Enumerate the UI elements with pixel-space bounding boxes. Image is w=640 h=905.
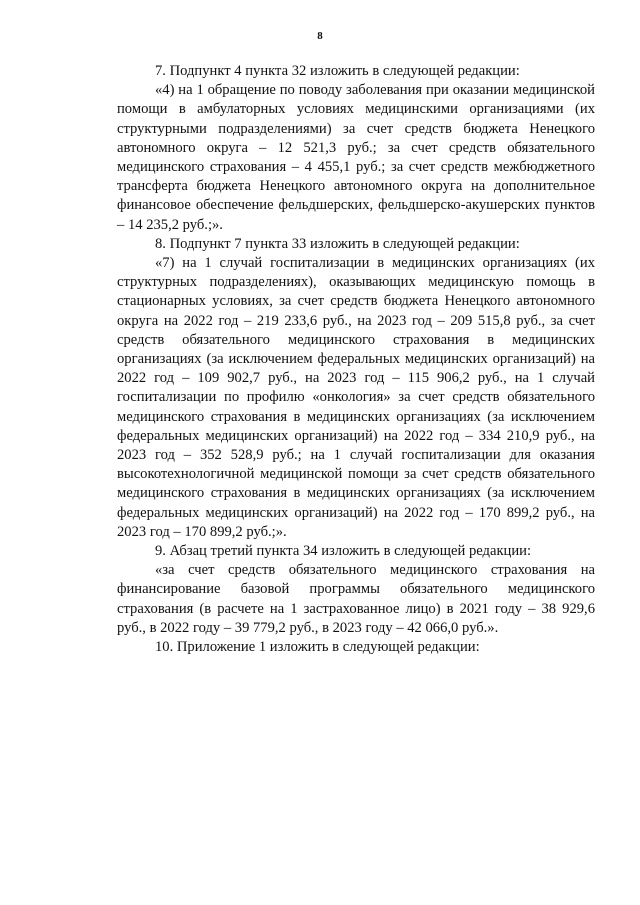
amendment-text-subitem-4: «4) на 1 обращение по поводу заболевания при оказании медицинской помощи в амбулаторных условиях медицинскими организациями (их структурными подразделениями) за счет средств бюджета Ненецкого автономного округа – 12 521,3 руб.; за счет средств обязательного медицинского страхования – 4 455,1 руб.; за счет средств межбюджетного трансферта бюджета Ненецкого автономного округа на дополнительное финансовое обеспечение фельдшерских, фельдшерско-акушерских пунктов – 14 235,2 руб.;». <box>117 82 595 233</box>
amendment-heading-8: 8. Подпункт 7 пункта 33 изложить в следующей редакции: <box>155 235 520 252</box>
document-body <box>117 62 595 657</box>
page-number: 8 <box>317 30 323 42</box>
amendment-text-paragraph-3: «за счет средств обязательного медицинского страхования на финансирование базовой программы обязательного медицинского страхования (в расчете на 1 застрахованное лицо) в 2021 году – 38 929,6 руб., в 2022 году – 39 779,2 руб., в 2023 году – 42 066,0 руб.». <box>117 562 595 636</box>
amendment-heading-9: 9. Абзац третий пункта 34 изложить в следующей редакции: <box>155 543 532 560</box>
amendment-heading-7: 7. Подпункт 4 пункта 32 изложить в следующей редакции: <box>155 63 520 79</box>
amendment-heading-10: 10. Приложение 1 изложить в следующей редакции: <box>155 639 480 656</box>
amendment-text-subitem-7: «7) на 1 случай госпитализации в медицинских организациях (их структурных подразделениях), оказывающих медицинскую помощь в стационарных условиях, за счет средств бюджета Ненецкого автономного округа на 2022 год – 219 233,6 руб., на 2023 год – 209 515,8 руб., за счет средств обязательного медицинского страхования в медицинских организациях (за исключением федеральных медицинских организаций) на 2022 год – 109 902,7 руб., на 2023 год – 115 906,2 руб., на 1 случай госпитализации по профилю «онкология» за счет средств обязательного медицинского страхования в медицинских организациях (за исключением федеральных медицинских организаций) на 2022 год – 334 210,9 руб., на 2023 год – 352 528,9 руб.; на 1 случай госпитализации для оказания высокотехнологичной медицинской помощи за счет средств обязательного медицинского страхования в медицинских организациях (за исключением федеральных медицинских организаций) на 2022 год – 170 899,2 руб., на 2023 год – 170 899,2 руб.;». <box>117 255 595 540</box>
